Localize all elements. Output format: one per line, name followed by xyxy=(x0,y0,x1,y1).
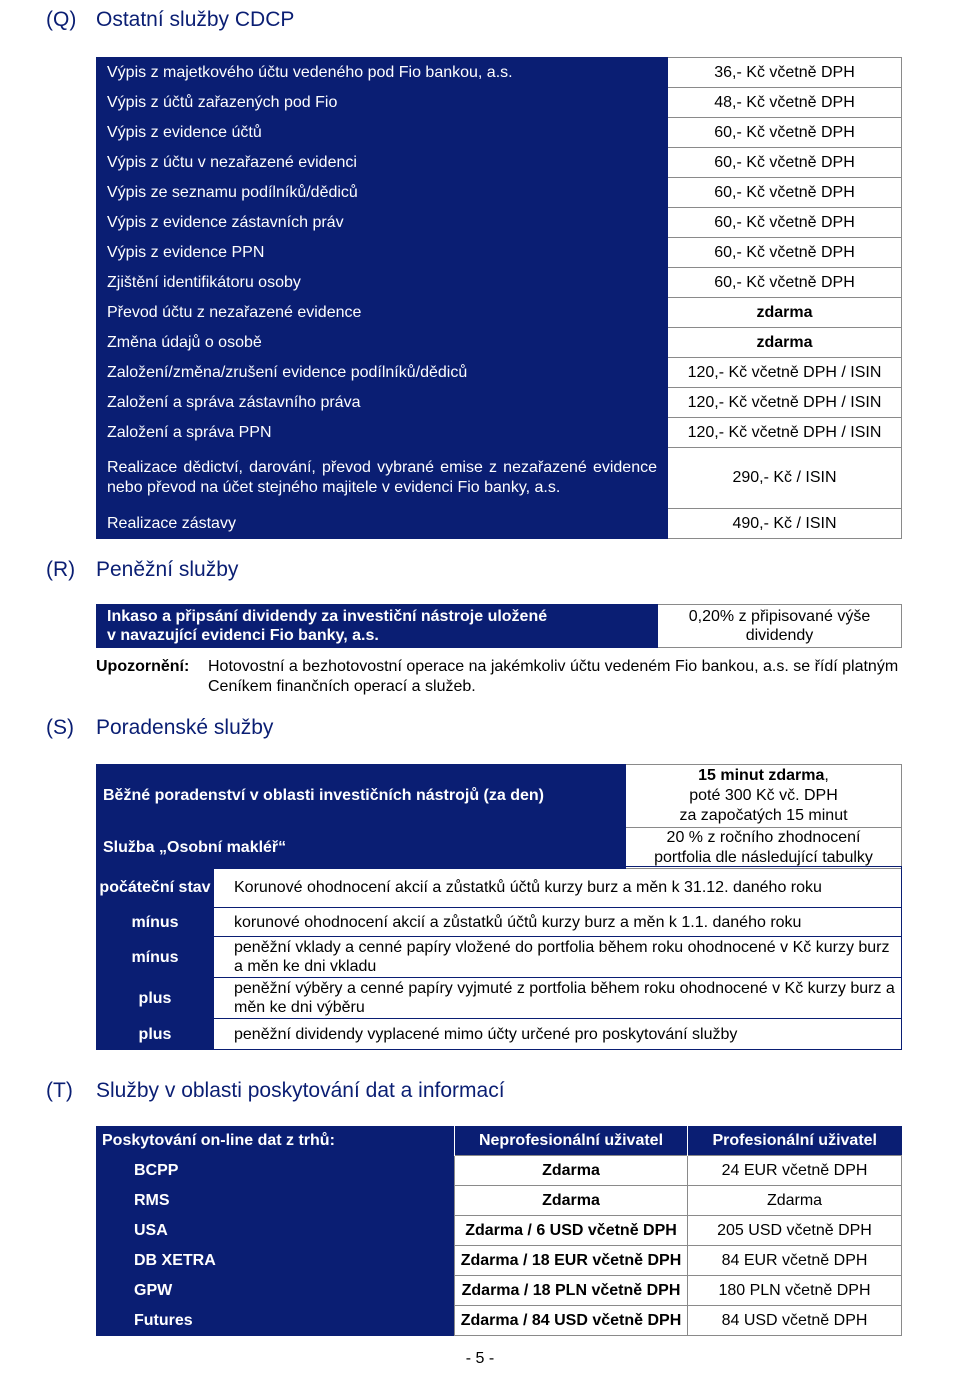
service-cell: Převod účtu z nezařazené evidence xyxy=(97,298,668,328)
formula-desc: peněžní vklady a cenné papíry vložené do portfolia během roku ohodnocené v Kč kurzy burz a měn ke dni vkladu xyxy=(214,937,902,978)
table-row xyxy=(97,328,902,358)
market-cell: DB XETRA xyxy=(96,1246,455,1276)
price-cell: 490,- Kč / ISIN xyxy=(668,509,902,539)
table-row xyxy=(97,118,902,148)
table-row xyxy=(96,1186,902,1216)
column-header-nonprof: Neprofesionální uživatel xyxy=(455,1126,688,1156)
table-row xyxy=(97,448,902,509)
service-cell: Služba „Osobní makléř“ xyxy=(97,828,626,869)
service-cell: Výpis z evidence PPN xyxy=(97,238,668,268)
table-row xyxy=(97,978,902,1019)
formula-desc: korunové ohodnocení akcií a zůstatků účtů kurzy burz a měn k 1.1. daného roku xyxy=(214,908,902,937)
prof-price-cell: 205 USD včetně DPH xyxy=(688,1216,902,1246)
price-cell: zdarma xyxy=(668,328,902,358)
table-row xyxy=(97,88,902,118)
market-cell: Futures xyxy=(96,1306,455,1336)
advisory-services-table xyxy=(96,764,902,869)
service-cell: Zjištění identifikátoru osoby xyxy=(97,268,668,298)
section-letter: (R) xyxy=(46,558,76,581)
column-header-prof: Profesionální uživatel xyxy=(688,1126,902,1156)
market-cell: BCPP xyxy=(96,1156,455,1186)
service-cell: Výpis ze seznamu podílníků/dědiců xyxy=(97,178,668,208)
table-row xyxy=(97,605,902,648)
table-row xyxy=(97,388,902,418)
table-row xyxy=(97,908,902,937)
section-title: Služby v oblasti poskytování dat a informací xyxy=(96,1079,505,1102)
prof-price-cell: 84 EUR včetně DPH xyxy=(688,1246,902,1276)
price-cell: 120,- Kč včetně DPH / ISIN xyxy=(668,358,902,388)
price-cell: 48,- Kč včetně DPH xyxy=(668,88,902,118)
prof-price-cell: 24 EUR včetně DPH xyxy=(688,1156,902,1186)
service-line: Inkaso a připsání dividendy za investiční nástroje uložené xyxy=(107,608,548,625)
service-line: v navazující evidenci Fio banky, a.s. xyxy=(107,627,379,644)
table-row xyxy=(97,418,902,448)
price-line: za započatých 15 minut xyxy=(679,807,848,824)
service-cell: Založení a správa PPN xyxy=(97,418,668,448)
nonprof-price-cell: Zdarma xyxy=(455,1156,688,1186)
notice-label: Upozornění: xyxy=(96,658,190,675)
price-cell: 60,- Kč včetně DPH xyxy=(668,268,902,298)
table-row xyxy=(96,1306,902,1336)
notice-text: Hotovostní a bezhotovostní operace na jakémkoliv účtu vedeném Fio bankou, a.s. se řídí platným Ceníkem finančních operací a služeb. xyxy=(208,658,899,695)
price-cell: 120,- Kč včetně DPH / ISIN xyxy=(668,418,902,448)
price-cell: 60,- Kč včetně DPH xyxy=(668,238,902,268)
table-row xyxy=(96,1156,902,1186)
data-services-table xyxy=(96,1126,902,1336)
table-row xyxy=(97,867,902,908)
price-line: poté 300 Kč vč. DPH xyxy=(689,787,838,804)
price-cell xyxy=(626,828,902,869)
nonprof-price-cell: Zdarma xyxy=(455,1186,688,1216)
table-header-row xyxy=(96,1126,902,1156)
service-cell: Založení/změna/zrušení evidence podílníků/dědiců xyxy=(97,358,668,388)
free-minutes: 15 minut zdarma xyxy=(698,767,825,784)
table-row xyxy=(97,238,902,268)
price-cell: 60,- Kč včetně DPH xyxy=(668,208,902,238)
table-row xyxy=(97,828,902,869)
table-row xyxy=(97,1019,902,1050)
price-cell: 36,- Kč včetně DPH xyxy=(668,58,902,88)
service-cell xyxy=(97,605,658,648)
column-header-market: Poskytování on-line dat z trhů: xyxy=(96,1126,455,1156)
price-line: 0,20% z připisované výše xyxy=(688,608,871,625)
service-cell: Výpis z evidence účtů xyxy=(97,118,668,148)
market-cell: USA xyxy=(96,1216,455,1246)
section-title: Ostatní služby CDCP xyxy=(96,8,295,31)
price-line xyxy=(626,766,901,786)
formula-label: plus xyxy=(97,1019,214,1050)
table-row xyxy=(97,765,902,828)
table-row xyxy=(96,1216,902,1246)
service-cell: Změna údajů o osobě xyxy=(97,328,668,358)
price-comma: , xyxy=(824,767,829,784)
nonprof-price-cell: Zdarma / 18 PLN včetně DPH xyxy=(455,1276,688,1306)
table-row xyxy=(97,58,902,88)
portfolio-formula-table xyxy=(96,866,902,1050)
service-cell: Běžné poradenství v oblasti investičních nástrojů (za den) xyxy=(97,765,626,828)
price-line: portfolia dle následující tabulky xyxy=(654,849,873,866)
table-row xyxy=(96,1246,902,1276)
service-cell: Realizace zástavy xyxy=(97,509,668,539)
service-cell: Výpis z majetkového účtu vedeného pod Fio bankou, a.s. xyxy=(97,58,668,88)
formula-desc: Korunové ohodnocení akcií a zůstatků účtů kurzy burz a měn k 31.12. daného roku xyxy=(214,867,902,908)
table-row xyxy=(97,358,902,388)
table-row xyxy=(97,509,902,539)
price-cell: 60,- Kč včetně DPH xyxy=(668,118,902,148)
table-row xyxy=(97,937,902,978)
table-row xyxy=(97,268,902,298)
service-cell: Výpis z evidence zástavních práv xyxy=(97,208,668,238)
section-title: Poradenské služby xyxy=(96,716,274,739)
prof-price-cell: 180 PLN včetně DPH xyxy=(688,1276,902,1306)
formula-label: mínus xyxy=(97,937,214,978)
formula-desc: peněžní dividendy vyplacené mimo účty určené pro poskytování služby xyxy=(214,1019,902,1050)
prof-price-cell: 84 USD včetně DPH xyxy=(688,1306,902,1336)
price-cell xyxy=(658,605,902,648)
service-cell: Výpis z účtů zařazených pod Fio xyxy=(97,88,668,118)
service-cell: Založení a správa zástavního práva xyxy=(97,388,668,418)
price-cell: 60,- Kč včetně DPH xyxy=(668,178,902,208)
market-cell: RMS xyxy=(96,1186,455,1216)
price-cell: 290,- Kč / ISIN xyxy=(668,448,902,509)
price-cell: 120,- Kč včetně DPH / ISIN xyxy=(668,388,902,418)
service-cell: Výpis z účtu v nezařazené evidenci xyxy=(97,148,668,178)
table-row xyxy=(97,208,902,238)
nonprof-price-cell: Zdarma / 18 EUR včetně DPH xyxy=(455,1246,688,1276)
formula-label: počáteční stav xyxy=(97,867,214,908)
market-cell: GPW xyxy=(96,1276,455,1306)
price-cell xyxy=(626,765,902,828)
price-cell: 60,- Kč včetně DPH xyxy=(668,148,902,178)
price-line: dividendy xyxy=(745,627,814,644)
formula-label: mínus xyxy=(97,908,214,937)
service-cell: Realizace dědictví, darování, převod vybrané emise z nezařazené evidence nebo převod na účet stejného majitele v evidenci Fio banky, a.s. xyxy=(97,448,668,509)
formula-label: plus xyxy=(97,978,214,1019)
table-row xyxy=(97,148,902,178)
nonprof-price-cell: Zdarma / 84 USD včetně DPH xyxy=(455,1306,688,1336)
page-number: - 5 - xyxy=(465,1350,495,1367)
table-row xyxy=(97,178,902,208)
section-letter: (S) xyxy=(46,716,74,739)
table-row xyxy=(97,298,902,328)
section-letter: (Q) xyxy=(46,8,77,31)
section-title: Peněžní služby xyxy=(96,558,239,581)
money-services-table xyxy=(96,604,902,648)
cdcp-services-table xyxy=(96,57,902,539)
prof-price-cell: Zdarma xyxy=(688,1186,902,1216)
formula-desc: peněžní výběry a cenné papíry vyjmuté z portfolia během roku ohodnocené v Kč kurzy burz a měn ke dni výběru xyxy=(214,978,902,1019)
section-letter: (T) xyxy=(46,1079,73,1102)
nonprof-price-cell: Zdarma / 6 USD včetně DPH xyxy=(455,1216,688,1246)
price-cell: zdarma xyxy=(668,298,902,328)
price-line: 20 % z ročního zhodnocení xyxy=(666,829,861,846)
table-row xyxy=(96,1276,902,1306)
